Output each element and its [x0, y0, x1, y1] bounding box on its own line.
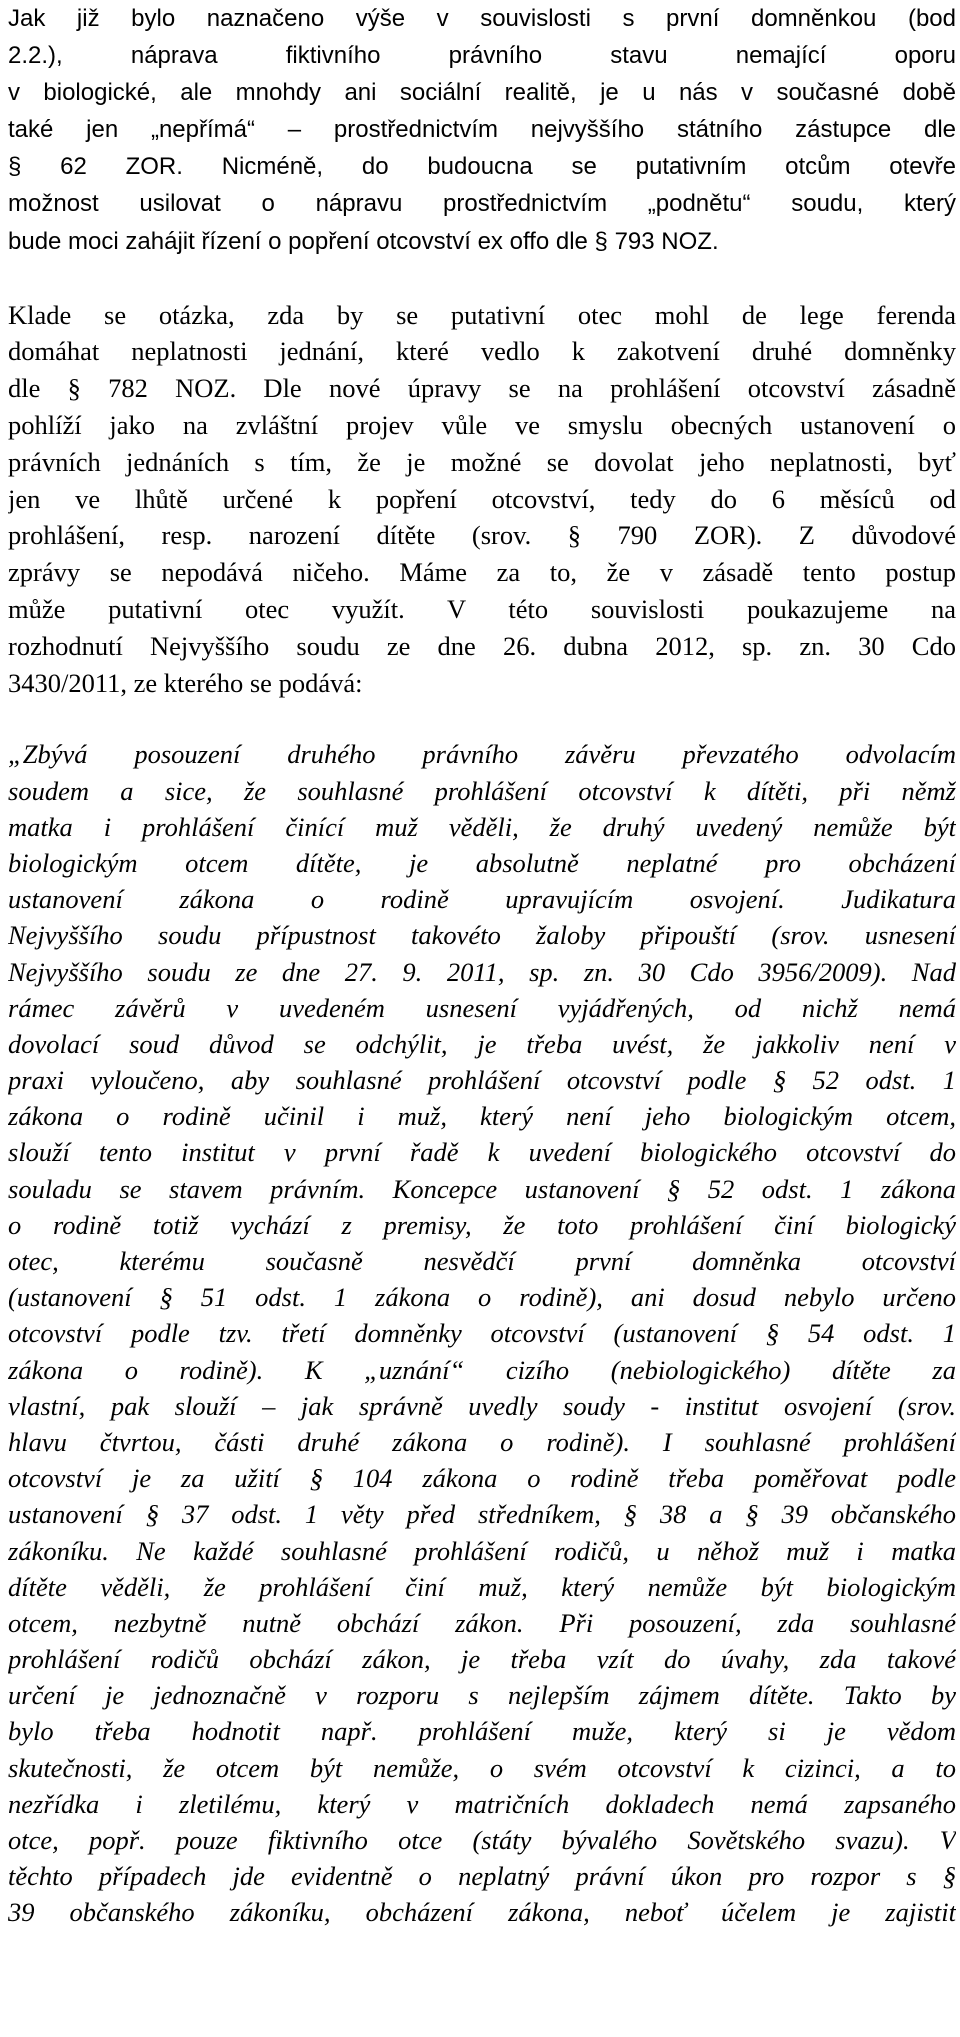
text-line: zprávy se nepodává ničeho. Máme za to, že v zásadě tento postup [8, 557, 956, 588]
text-line: domáhat neplatnosti jednání, které vedlo k zakotvení druhé domněnky [8, 336, 956, 367]
text-line: § 62 ZOR. Nicméně, do budoucna se putativním otcům otevře [8, 153, 956, 181]
text-line: otce, popř. pouze fiktivního otce (státy bývalého Sovětského svazu). V [8, 1825, 956, 1856]
text-line: těchto případech jde evidentně o neplatný právní úkon pro rozpor s § [8, 1861, 956, 1892]
text-line: Jak již bylo naznačeno výše v souvislosti s první domněnkou (bod [8, 5, 956, 32]
text-line: také jen „nepřímá“ – prostřednictvím nejvyššího státního zástupce dle [8, 116, 956, 144]
text-line: možnost usilovat o nápravu prostřednictvím „podnětu“ soudu, který [8, 190, 956, 218]
text-line: Nejvyššího soudu ze dne 27. 9. 2011, sp. zn. 30 Cdo 3956/2009). Nad [8, 956, 956, 987]
text-line: souladu se stavem právním. Koncepce ustanovení § 52 odst. 1 zákona [8, 1173, 956, 1204]
text-line: biologickým otcem dítěte, je absolutně neplatné pro obcházení [8, 847, 956, 878]
text-line: bylo třeba hodnotit např. prohlášení muže, který si je vědom [8, 1716, 956, 1747]
text-line: v biologické, ale mnohdy ani sociální realitě, je u nás v současné době [8, 79, 956, 107]
text-line: slouží tento institut v první řadě k uvedení biologického otcovství do [8, 1137, 956, 1168]
text-line: prohlášení rodičů obchází zákon, je třeba vzít do úvahy, zda takové [8, 1644, 956, 1675]
text-line: o rodině totiž vychází z premisy, že toto prohlášení činí biologický [8, 1209, 956, 1240]
text-line: dítěte věděli, že prohlášení činí muž, který nemůže být biologickým [8, 1571, 956, 1602]
text-line: může putativní otec využít. V této souvislosti poukazujeme na [8, 594, 956, 625]
text-line: dle § 782 NOZ. Dle nové úpravy se na prohlášení otcovství zásadně [8, 373, 956, 404]
text-line: určení je jednoznačně v rozporu s nejlepším zájmem dítěte. Takto by [8, 1680, 956, 1711]
text-line: pohlíží jako na zvláštní projev vůle ve smyslu obecných ustanovení o [8, 410, 956, 441]
text-line: Nejvyššího soudu přípustnost takovéto žaloby připouští (srov. usnesení [8, 920, 956, 951]
text-line: prohlášení, resp. narození dítěte (srov. § 790 ZOR). Z důvodové [8, 520, 956, 551]
document-page [8, 0, 956, 2037]
text-line: zákona o rodině). K „uznání“ cizího (nebiologického) dítěte za [8, 1354, 956, 1385]
text-line: zákoníku. Ne každé souhlasné prohlášení rodičů, u něhož muž i matka [8, 1535, 956, 1566]
text-line: skutečnosti, že otcem být nemůže, o svém otcovství k cizinci, a to [8, 1752, 956, 1783]
text-line: zákona o rodině učinil i muž, který není jeho biologickým otcem, [8, 1101, 956, 1132]
text-line: rámec závěrů v uvedeném usnesení vyjádřených, od nichž nemá [8, 992, 956, 1023]
text-line: otcovství podle tzv. třetí domněnky otcovství (ustanovení § 54 odst. 1 [8, 1318, 956, 1349]
text-line: praxi vyloučeno, aby souhlasné prohlášení otcovství podle § 52 odst. 1 [8, 1065, 956, 1096]
text-line: bude moci zahájit řízení o popření otcovství ex offo dle § 793 NOZ. [8, 227, 719, 255]
text-line: hlavu čtvrtou, části druhé zákona o rodině). I souhlasné prohlášení [8, 1426, 956, 1457]
text-line: 39 občanského zákoníku, obcházení zákona, neboť účelem je zajistit [8, 1897, 956, 1928]
text-line: matka i prohlášení činící muž věděli, že druhý uvedený nemůže být [8, 811, 956, 842]
text-line: Klade se otázka, zda by se putativní otec mohl de lege ferenda [8, 299, 956, 330]
text-line: „Zbývá posouzení druhého právního závěru převzatého odvolacím [8, 739, 956, 770]
text-line: 3430/2011, ze kterého se podává: [8, 667, 363, 698]
text-line: jen ve lhůtě určené k popření otcovství, tedy do 6 měsíců od [8, 483, 956, 514]
quoted-court-decision [8, 736, 956, 1930]
text-line: ustanovení zákona o rodině upravujícím osvojení. Judikatura [8, 884, 956, 915]
text-line: (ustanovení § 51 odst. 1 zákona o rodině), ani dosud nebylo určeno [8, 1282, 956, 1313]
text-line: právních jednáních s tím, že je možné se dovolat jeho neplatnosti, byť [8, 446, 956, 477]
text-line: soudem a sice, že souhlasné prohlášení otcovství k dítěti, při němž [8, 775, 956, 806]
text-line: nezřídka i zletilému, který v matričních dokladech nemá zapsaného [8, 1788, 956, 1819]
paragraph-first-presumption [8, 0, 956, 260]
text-line: ustanovení § 37 odst. 1 věty před středníkem, § 38 a § 39 občanského [8, 1499, 956, 1530]
text-line: otcem, nezbytně nutně obchází zákon. Při posouzení, zda souhlasné [8, 1607, 956, 1638]
text-line: 2.2.), náprava fiktivního právního stavu nemající oporu [8, 42, 956, 70]
text-line: dovolací soud důvod se odchýlit, je třeba uvést, že jakkoliv není v [8, 1028, 956, 1059]
text-line: otec, kterému současně nesvědčí první domněnka otcovství [8, 1246, 956, 1277]
text-line: rozhodnutí Nejvyššího soudu ze dne 26. dubna 2012, sp. zn. 30 Cdo [8, 630, 956, 661]
paragraph-putative-father [8, 297, 956, 702]
text-line: vlastní, pak slouží – jak správně uvedly soudy - institut osvojení (srov. [8, 1390, 956, 1421]
text-line: otcovství je za užití § 104 zákona o rodině třeba poměřovat podle [8, 1463, 956, 1494]
